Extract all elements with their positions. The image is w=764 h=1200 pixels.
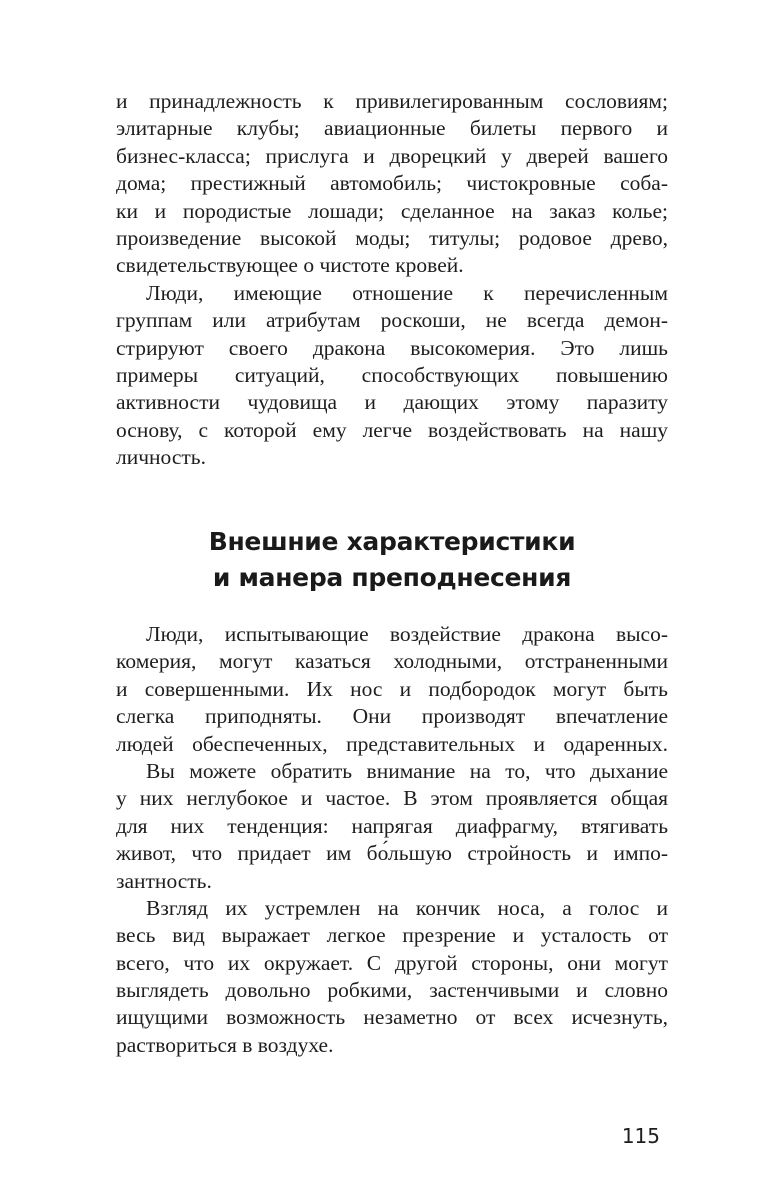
text-line: свидетельствующее о чистоте кровей. (116, 253, 464, 278)
text-line: Взгляд их устремлен на кончик носа, а голос и (146, 895, 668, 920)
paragraph-3 (116, 621, 668, 758)
text-line: произведение высокой моды; титулы; родовое древо, (116, 225, 668, 250)
text-line: раствориться в воздухе. (116, 1032, 334, 1057)
text-line: Люди, имеющие отношение к перечисленным (146, 280, 668, 305)
text-line: активности чудовища и дающих этому паразиту (116, 390, 668, 415)
text-line: всего, что их окружает. С другой стороны, они могут (116, 950, 668, 975)
paragraph-1 (116, 88, 668, 280)
text-line: и совершенными. Их нос и подбородок могут быть (116, 676, 668, 701)
paragraph-4 (116, 758, 668, 895)
text-line: примеры ситуаций, способствующих повышению (116, 362, 668, 387)
page-number: 115 (621, 1124, 660, 1148)
section-heading (116, 524, 668, 596)
heading-line-2: и манера преподнесения (212, 563, 572, 592)
text-line: живот, что придает им бо́льшую стройность и импо- (116, 841, 668, 866)
text-line: у них неглубокое и частое. В этом проявляется общая (116, 786, 668, 811)
text-line: и принадлежность к привилегированным сословиям; (116, 89, 668, 113)
text-line: личность. (116, 445, 206, 470)
text-line: зантность. (116, 868, 212, 893)
paragraph-5 (116, 895, 668, 1059)
text-line: группам или атрибутам роскоши, не всегда демон- (116, 308, 668, 333)
text-line: ки и породистые лошади; сделанное на заказ колье; (116, 198, 668, 223)
text-line: дома; престижный автомобиль; чистокровные соба- (116, 171, 668, 196)
text-line: элитарные клубы; авиационные билеты первого и (116, 116, 668, 141)
text-line: для них тенденция: напрягая диафрагму, втягивать (116, 813, 668, 838)
text-line: бизнес-класса; прислуга и дворецкий у дверей вашего (116, 143, 668, 168)
text-line: выглядеть довольно робкими, застенчивыми и словно (116, 978, 668, 1003)
text-line: ищущими возможность незаметно от всех исчезнуть, (116, 1005, 668, 1030)
text-line: комерия, могут казаться холодными, отстраненными (116, 649, 668, 674)
bottom-text-block (116, 621, 668, 1059)
text-line: Вы можете обратить внимание на то, что дыхание (146, 758, 668, 783)
text-line: основу, с которой ему легче воздействовать на нашу (116, 417, 668, 442)
text-line: людей обеспеченных, представительных и одаренных. (116, 731, 668, 756)
paragraph-2 (116, 280, 668, 472)
text-line: Люди, испытывающие воздействие дракона высо- (146, 622, 668, 646)
text-line: весь вид выражает легкое презрение и усталость от (116, 923, 668, 948)
top-text-block (116, 88, 668, 471)
text-line: стрируют своего дракона высокомерия. Это лишь (116, 335, 668, 360)
heading-line-1: Внешние характеристики (208, 527, 576, 556)
text-line: слегка приподняты. Они производят впечатление (116, 704, 668, 729)
